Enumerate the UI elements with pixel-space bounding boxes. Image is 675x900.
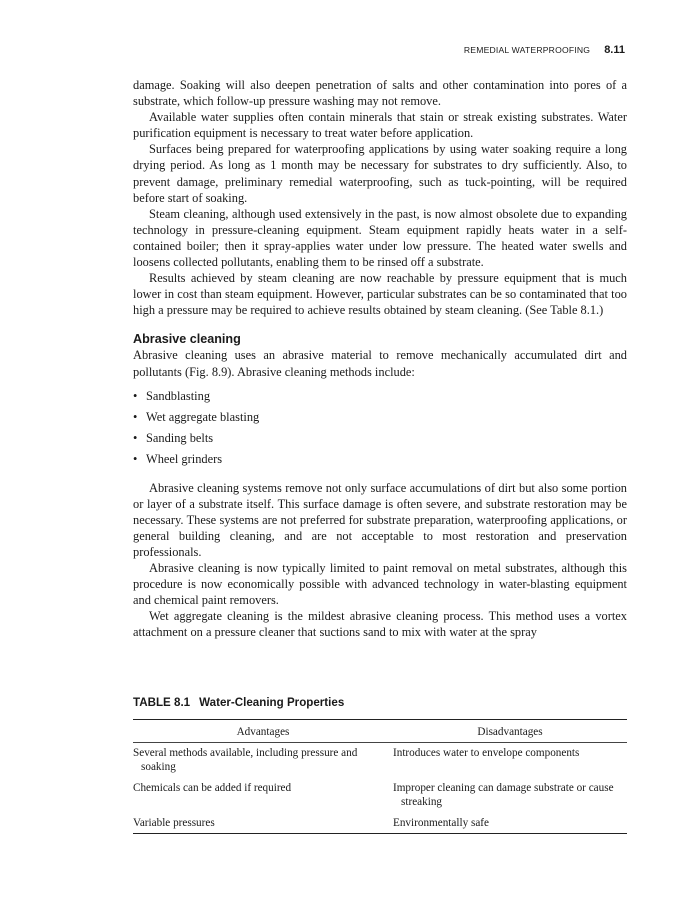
list-item [133,386,627,407]
paragraph: damage. Soaking will also deepen penetration of salts and other contamination into pores of a substrate, which follow-up pressure washing may not remove. [133,78,627,109]
table-cell [393,813,627,833]
list-item-text: Wheel grinders [146,451,223,466]
paragraph: Results achieved by steam cleaning are now reachable by pressure equipment that is much lower in cost than steam equipment. However, particular substrates can be so contaminated that too high a pressure may be required to achieve results obtained by steam cleaning. (See Table 8.1.) [133,271,627,318]
body-text [133,77,627,641]
bullet-list [133,386,627,470]
bullet-icon: • [133,409,138,424]
section-heading: Abrasive cleaning [133,332,241,347]
bullet-icon: • [133,388,138,403]
table-cell [393,778,627,813]
paragraph: Available water supplies often contain minerals that stain or streak existing substrates. Water purification equipment is necessary to treat water before application. [133,110,627,141]
list-item [133,449,627,470]
list-item [133,407,627,428]
cell-text: Several methods available, including pressure and soaking [133,746,358,774]
cell-text: Environmentally safe [393,816,489,829]
list-item-text: Sanding belts [146,430,214,445]
column-header-advantages: Advantages [133,720,393,743]
cell-text: Chemicals can be added if required [133,781,292,794]
list-item-text: Sandblasting [146,388,211,403]
paragraph: Surfaces being prepared for waterproofing applications by using water soaking require a long drying period. As long as 1 month may be necessary for substrates to dry sufficiently. Also, to prevent damage, preliminary remedial waterproofing, such as tuck-pointing, will be required before start of soaking. [133,142,627,205]
list-item [133,428,627,449]
table-row [133,742,627,778]
bullet-icon: • [133,451,138,466]
table-label: TABLE 8.1 [133,696,191,709]
column-header-disadvantages: Disadvantages [393,720,627,743]
bullet-icon: • [133,430,138,445]
table-cell [133,778,393,813]
table-title: Water-Cleaning Properties [199,696,345,709]
table-cell [393,742,627,778]
list-item-text: Wet aggregate blasting [146,409,260,424]
paragraph: Abrasive cleaning systems remove not only surface accumulations of dirt but also some portion or layer of a substrate itself. This surface damage is often severe, and substrate restoration may be necessary. These systems are not preferred for substrate preparation, waterproofing applications, or general building cleaning, and are not acceptable to most restoration and preservation professionals. [133,480,627,559]
running-header-title: REMEDIAL WATERPROOFING [463,45,591,55]
cell-text: Variable pressures [133,816,215,829]
water-cleaning-table [133,719,627,834]
paragraph: Abrasive cleaning uses an abrasive material to remove mechanically accumulated dirt and pollutants (Fig. 8.9). Abrasive cleaning methods include: [133,348,627,379]
paragraph: Wet aggregate cleaning is the mildest abrasive cleaning process. This method uses a vortex attachment on a pressure cleaner that suctions sand to mix with water at the spray [133,609,627,640]
table-cell [133,813,393,833]
table-block [133,696,627,834]
cell-text: Introduces water to envelope components [393,746,580,759]
table-row [133,778,627,813]
paragraph: Steam cleaning, although used extensively in the past, is now almost obsolete due to expanding technology in pressure-cleaning equipment. Steam equipment rapidly heats water in a self-contained boiler; then it spray-applies water under low pressure. The heated water swells and loosens collected pollutants, enabling them to be rinsed off a substrate. [133,206,627,270]
running-header [464,44,625,56]
table-cell [133,742,393,778]
table-row [133,813,627,833]
table-caption [133,696,627,709]
page-number: 8.11 [604,44,625,56]
table-header-row [133,720,627,743]
paragraph: Abrasive cleaning is now typically limited to paint removal on metal substrates, although this procedure is now economically possible with advanced technology in water-blasting equipment and chemical paint removers. [133,561,627,608]
cell-text: Improper cleaning can damage substrate or cause streaking [393,781,614,809]
